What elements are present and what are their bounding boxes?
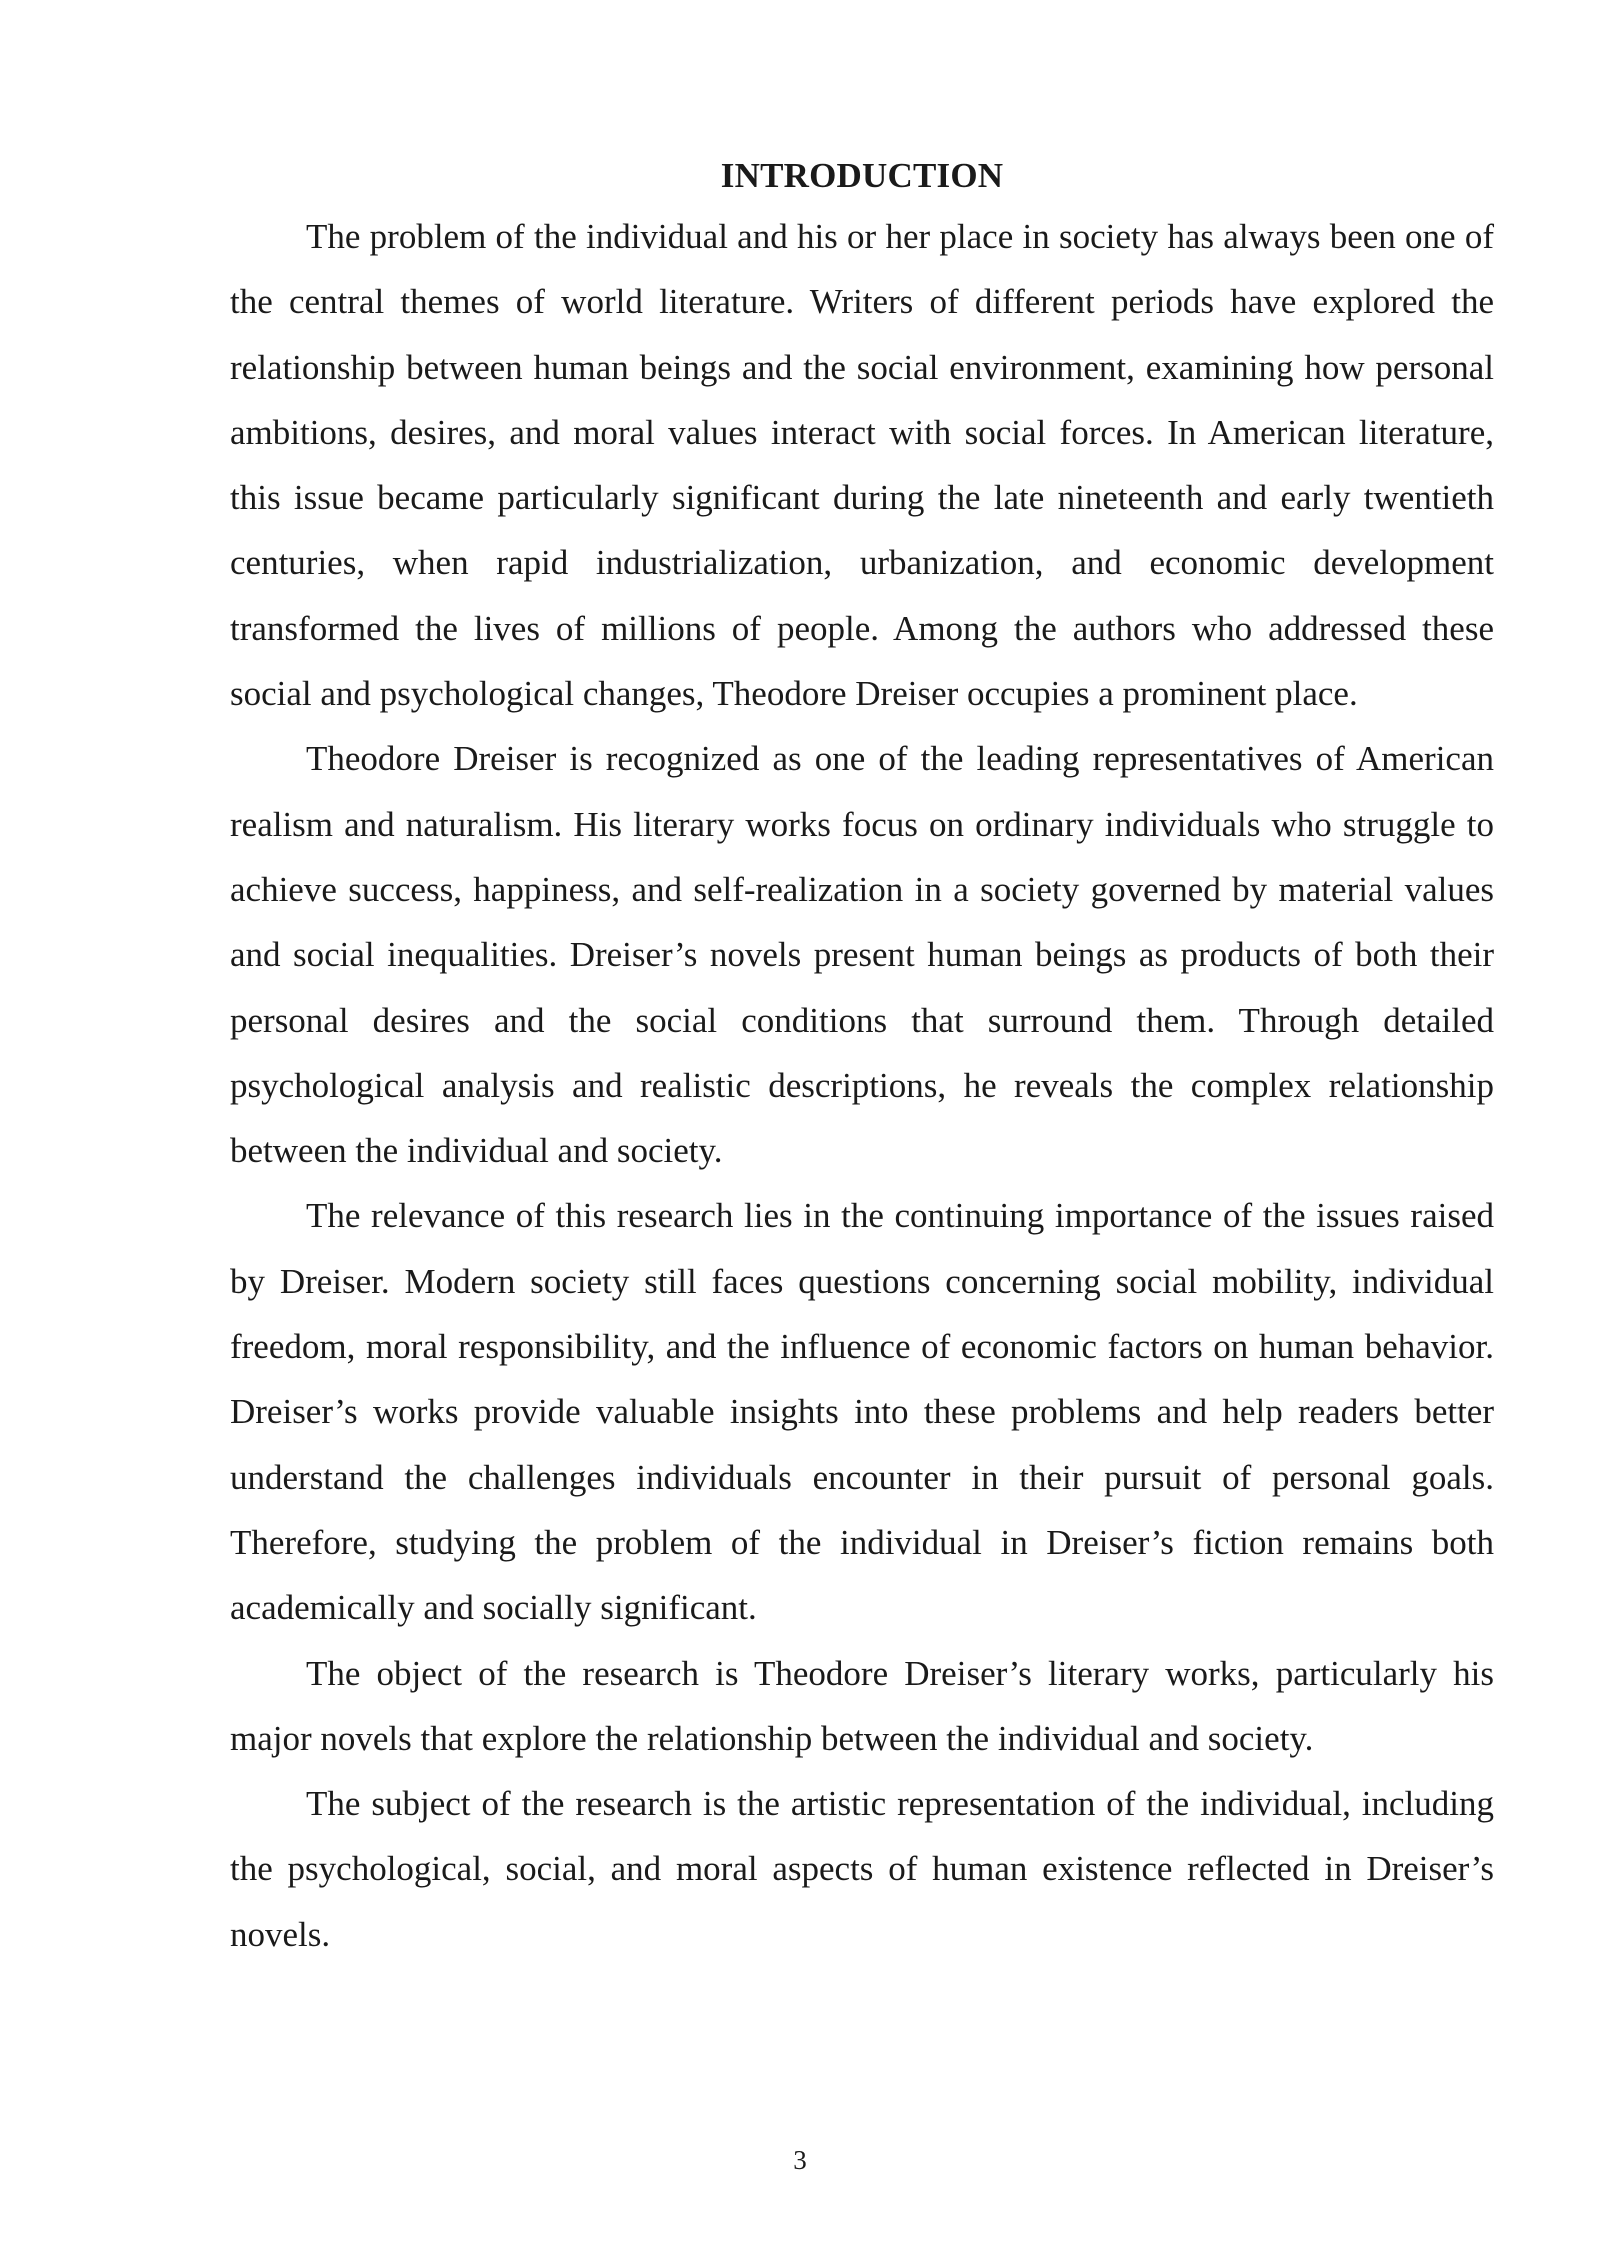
paragraph-relevance: The relevance of this research lies in the continuing importance of the issues raised by Dreiser. Modern society still faces questions concerning social mobility, individual freedom, moral responsibility, and the influence of economic factors on human behavior. Dreiser’s works provide valuable insights into these problems and help readers better understand the challenges individuals encounter in their pursuit of personal goals. Therefore, studying the problem of the individual in Dreiser’s fiction remains both academically and socially significant. (230, 1196, 1494, 1628)
paragraph-problem-statement: The problem of the individual and his or her place in society has always been one of the central themes of world literature. Writers of different periods have explored the relationship between human beings and the social environment, examining how personal ambitions, desires, and moral values interact with social forces. In American literature, this issue became particularly significant during the late nineteenth and early twentieth centuries, when rapid industrialization, urbanization, and economic development transformed the lives of millions of people. Among the authors who addressed these social and psychological changes, Theodore Dreiser occupies a prominent place. (230, 217, 1494, 714)
page-number: 3 (793, 2145, 807, 2175)
paragraph-research-subject: The subject of the research is the artistic representation of the individual, including the psychological, social, and moral aspects of human existence reflected in Dreiser’s novels. (230, 1784, 1494, 1954)
paragraph-research-object: The object of the research is Theodore Dreiser’s literary works, particularly his major novels that explore the relationship between the individual and society. (230, 1653, 1494, 1758)
paragraph-dreiser-realism: Theodore Dreiser is recognized as one of the leading representatives of American realism and naturalism. His literary works focus on ordinary individuals who struggle to achieve success, happiness, and self-realization in a society governed by material values and social inequalities. Dreiser’s novels present human beings as products of both their personal desires and the social conditions that surround them. Through detailed psychological analysis and realistic descriptions, he reveals the complex relationship between the individual and society. (230, 739, 1494, 1171)
section-heading: INTRODUCTION (720, 156, 1004, 195)
page-content (230, 148, 1494, 1967)
